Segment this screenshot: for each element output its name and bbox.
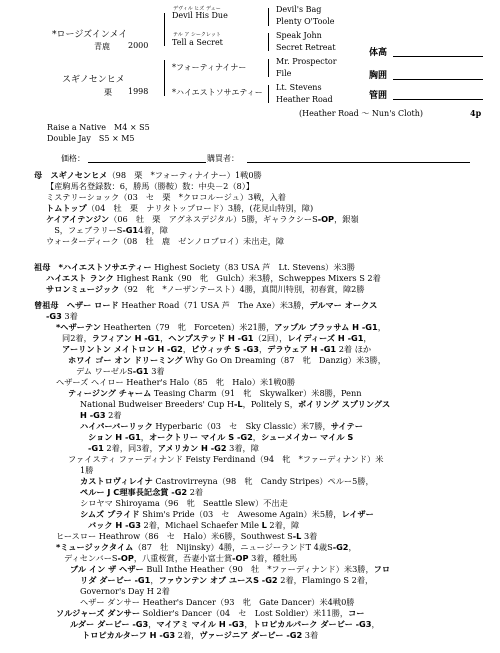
horse-name: コー xyxy=(348,608,365,618)
sds-name: Speak John xyxy=(276,31,322,40)
race-record: 2着，Michael Schaefer Mile xyxy=(140,520,262,530)
bracket-ds xyxy=(268,59,269,77)
family-line xyxy=(34,170,359,181)
price-label: 価格： xyxy=(61,154,85,163)
family-line xyxy=(34,608,390,619)
race-record: 3着 xyxy=(61,311,78,321)
horse-name: ハイパーバーリック xyxy=(80,421,153,431)
horse-name: 母 スギノセンヒメ xyxy=(34,170,108,180)
race-record: Highest Rank（90 牝 Gulch）米3勝，Schweppes Mixers S 2着 xyxy=(113,273,381,283)
race-record: Bull Inthe Heather（90 牡 *ファーディナンド）米3勝， xyxy=(143,564,374,574)
horse-name: ペルー J C理事長記念賞 -G2 xyxy=(80,487,188,497)
race-record: ヘザー ダンサー Heather's Dancer（93 牝 Gate Dancer）米4戦0勝 xyxy=(80,597,355,607)
family-line xyxy=(34,322,390,333)
horse-name: L xyxy=(261,520,267,530)
family-line xyxy=(34,203,359,214)
family-line xyxy=(34,181,359,192)
horse-name: ルダー ダービー -G3 xyxy=(70,619,149,629)
horse-name: アーリントン メイトロン H -G2 xyxy=(62,344,183,354)
horse-name: シューメイカー マイル S xyxy=(260,432,354,442)
race-record: ， xyxy=(148,619,157,629)
race-record: Why Go On Dreaming（87 牝 Danzig）米3勝， xyxy=(182,355,386,365)
bracket-dam xyxy=(164,60,165,96)
buyer-field[interactable] xyxy=(247,162,470,163)
race-record: ，Politely S， xyxy=(242,399,298,409)
horse-name: ソルジャーズ ダンサー xyxy=(56,608,141,618)
height-label: 体高 xyxy=(369,48,388,58)
horse-name: サロンミュージック xyxy=(46,284,120,294)
race-record: Shim's Pride（03 セ Awesome Again）米5勝， xyxy=(139,509,342,519)
race-record: （2回）， xyxy=(253,333,288,343)
race-record: ウォーターディーク（08 牡 鹿 ゼンノロブロイ）未出走，障 xyxy=(46,236,285,246)
family-line xyxy=(34,630,390,641)
granddam-section xyxy=(34,262,381,295)
race-record: ， xyxy=(377,322,386,332)
dam-year: 1998 xyxy=(128,87,149,96)
dam-name: スギノセンヒメ xyxy=(62,75,125,85)
family-line xyxy=(34,564,390,575)
buyer-label: 購買者： xyxy=(207,154,239,163)
ddd-name: Heather Road xyxy=(276,95,333,104)
family-line xyxy=(34,586,390,597)
race-record: ミステリーショック（03 セ 栗 *クロコルージュ）3戦，入着 xyxy=(46,192,286,202)
bracket-ss xyxy=(268,8,269,26)
race-record: ，八重桜賞，吾妻小富士賞 xyxy=(133,553,233,563)
ddd-parents: (Heather Road ～ Nun's Cloth) xyxy=(299,109,424,118)
sd-ruby: テル ア シークレット xyxy=(173,32,221,38)
horse-name: ファウンテン オブ ユースS -G2 xyxy=(158,575,278,585)
family-line xyxy=(34,225,359,236)
horse-name: アメリカン H -G2 xyxy=(157,443,227,453)
horse-name: ビウィッチ S -G3 xyxy=(191,344,259,354)
race-record: シロヤマ Shiroyama（96 牝 Seattle Slew）不出走 xyxy=(80,498,288,508)
family-line xyxy=(34,443,390,454)
race-record: 2着，障 xyxy=(266,520,300,530)
family-line xyxy=(34,498,390,509)
family-line xyxy=(34,542,390,553)
race-record: 1勝 xyxy=(80,465,94,475)
race-record: ， xyxy=(150,575,159,585)
family-line xyxy=(34,575,390,586)
family-line xyxy=(34,520,390,531)
family-line xyxy=(34,410,390,421)
family-line xyxy=(34,333,390,344)
race-record: 3着，障 xyxy=(226,443,259,453)
ds-name: *フォーティナイナー xyxy=(172,63,247,72)
horse-name: ラフィアン H -G1 xyxy=(91,333,161,343)
family-line xyxy=(34,465,390,476)
girth-label: 胸囲 xyxy=(369,71,388,81)
horse-name: サイテー xyxy=(330,421,363,431)
family-line xyxy=(34,454,390,465)
sdd-name: Secret Retreat xyxy=(276,43,336,52)
sire-name: *ロージズインメイ xyxy=(52,30,128,40)
horse-name: デラウェア H -G1 xyxy=(267,344,337,354)
bracket-dd xyxy=(268,85,269,103)
horse-name: レイディーズ H -G1 xyxy=(287,333,364,343)
race-record: Heather Road（71 USA 芦 The Axe）米3勝， xyxy=(118,300,310,310)
height-field[interactable] xyxy=(393,56,483,57)
girth-field[interactable] xyxy=(393,79,483,80)
race-record: （98 栗 *フォーティナイナー）1戦0勝 xyxy=(107,170,262,180)
horse-name: ティージング チャーム xyxy=(68,388,152,398)
horse-name: ホワイ ゴー オン ドリーミング xyxy=(68,355,183,365)
family-line xyxy=(34,273,381,284)
dsd-name: File xyxy=(276,69,292,78)
dd-name: *ハイエストソサエティー xyxy=(172,88,263,97)
ss-name: Devil His Due xyxy=(172,11,228,20)
horse-name: -G3 xyxy=(46,311,62,321)
family-line xyxy=(34,509,390,520)
horse-name: アップル ブラッサム H -G1 xyxy=(274,322,378,332)
horse-name: -OP xyxy=(232,553,249,563)
race-record: 3着，種牡馬 xyxy=(248,553,298,563)
race-record: ， xyxy=(348,542,357,552)
dam-section xyxy=(34,170,359,247)
inbreeding-2: Double Jay S5 × M5 xyxy=(47,134,135,143)
race-record: ， xyxy=(371,619,380,629)
sire-year: 2000 xyxy=(128,41,149,50)
race-record: ， xyxy=(160,333,169,343)
family-line xyxy=(34,432,390,443)
race-record: （87 牡 Nijinsky）4勝，ニュージーランドT 4歳S xyxy=(133,542,333,552)
bracket-sd xyxy=(268,33,269,51)
family-line xyxy=(34,262,381,273)
horse-name: ケイアイテンジン xyxy=(46,214,110,224)
horse-name: -OP xyxy=(117,553,134,563)
family-line xyxy=(34,344,390,355)
family-line xyxy=(34,214,359,225)
horse-name: H -G3 xyxy=(80,410,106,420)
race-record: 2着， xyxy=(175,630,200,640)
cannon-field[interactable] xyxy=(393,99,483,100)
family-line xyxy=(34,597,390,608)
family-line xyxy=(34,355,390,366)
race-record: ， xyxy=(258,344,268,354)
family-line xyxy=(34,236,359,247)
ssd-name: Plenty O'Toole xyxy=(276,17,335,26)
family-line xyxy=(34,366,390,377)
family-line xyxy=(34,377,390,388)
family-line xyxy=(34,421,390,432)
race-record: （92 牝 *ノーザンテースト）4勝，真間川特別，初春賞，障2勝 xyxy=(119,284,365,294)
race-record: 2着 ほか xyxy=(336,344,372,354)
race-record: Governor's Day H 2着 xyxy=(80,586,170,596)
horse-name: フロ xyxy=(373,564,391,574)
sd-name: Tell a Secret xyxy=(172,38,223,47)
great-granddam-section xyxy=(34,300,390,641)
race-record: ， xyxy=(182,344,192,354)
horse-name: ボイリング スプリングス xyxy=(297,399,391,409)
horse-name: -L xyxy=(234,399,243,409)
horse-name: リダ ダービー -G1 xyxy=(80,575,151,585)
race-record: 2着 xyxy=(187,487,204,497)
horse-name: -G1 xyxy=(132,366,149,376)
family-line xyxy=(34,192,359,203)
horse-name: トロピカルパーク ダービー -G3 xyxy=(252,619,372,629)
race-record: ，銀嶺 xyxy=(334,214,359,224)
race-record: Soldier's Dancer（04 セ Lost Soldier）米11勝， xyxy=(140,608,349,618)
race-record: （04 牡 栗 ナリタトップロード）3勝，(花見山特別，障) xyxy=(86,203,314,213)
race-record: Teasing Charm（91 牝 Skywalker）米8勝，Penn xyxy=(151,388,362,398)
race-record: S，フェブラリーS xyxy=(46,225,123,235)
horse-name: ブル イン ザ ヘザー xyxy=(70,564,144,574)
race-record: 4着，障 xyxy=(138,225,168,235)
horse-name: ハイエスト ランク xyxy=(46,273,114,283)
horse-name: マイアミ マイル H -G3 xyxy=(156,619,245,629)
horse-name: 曾祖母 ヘザー ロード xyxy=(34,300,119,310)
race-record: 【産駒馬名登録数：6，勝馬（勝鞍）数：中央－2（8）】 xyxy=(46,181,255,191)
family-line xyxy=(34,531,390,542)
horse-name: 祖母 *ハイエストソサエティー xyxy=(34,262,152,272)
race-record: 同2着， xyxy=(62,333,92,343)
race-record: Castrovirreyna（98 牝 Candy Stripes）ペルー5勝， xyxy=(152,476,374,486)
race-record: ディセンバーS xyxy=(64,553,118,563)
dam-color: 栗 xyxy=(104,88,112,97)
horse-name: ヘンプステッド H -G1 xyxy=(168,333,254,343)
race-record: （06 牡 栗 アグネスデジタル）5勝，ギャラクシーS xyxy=(109,214,318,224)
family-line xyxy=(34,399,390,410)
sss-name: Devil's Bag xyxy=(276,5,322,14)
family-line xyxy=(34,619,390,630)
horse-name: -G1 xyxy=(88,443,104,453)
race-record: ， xyxy=(252,432,261,442)
family-line xyxy=(34,476,390,487)
horse-name: トロピカルターフ H -G3 xyxy=(82,630,176,640)
horse-name: シムズ プライド xyxy=(80,509,140,519)
dds-name: Lt. Stevens xyxy=(276,83,322,92)
horse-name: オークトリー マイル S -G2 xyxy=(148,432,253,442)
horse-name: -G2 xyxy=(332,542,349,552)
horse-name: *ヘザーテン xyxy=(56,322,101,332)
horse-name: -G1 xyxy=(122,225,139,235)
race-record: ， xyxy=(140,432,149,442)
race-record: National Budweiser Breeders' Cup H xyxy=(80,399,235,409)
horse-name: カストロヴィレイナ xyxy=(80,476,153,486)
horse-name: デルマー オークス xyxy=(309,300,378,310)
ss-ruby: デヴィル ヒズ デュー xyxy=(173,6,221,12)
horse-name: *ミュージックタイム xyxy=(56,542,134,552)
race-record: 3着 xyxy=(148,366,165,376)
race-record: Highest Society（83 USA 芦 Lt. Stevens）米3勝 xyxy=(151,262,355,272)
horse-name: ション H -G1 xyxy=(88,432,141,442)
price-field[interactable] xyxy=(88,162,206,163)
race-record: 2着，同3着， xyxy=(103,443,158,453)
bracket-sire xyxy=(164,13,165,46)
inbreeding-1: Raise a Native M4 × S5 xyxy=(47,123,150,132)
race-record: ヒースロー Heathrow（86 セ Halo）米6勝，Southwest S xyxy=(56,531,293,541)
family-line xyxy=(34,487,390,498)
horse-name: -L xyxy=(292,531,302,541)
horse-name: レイザー xyxy=(341,509,374,519)
horse-name: バック H -G3 xyxy=(88,520,141,530)
race-record: 2着 xyxy=(105,410,122,420)
page-code: 4p xyxy=(470,108,482,118)
race-record: 2着，Flamingo S 2着， xyxy=(277,575,374,585)
race-record: Heatherten（79 牝 Forceten）米21勝， xyxy=(100,322,275,332)
family-line xyxy=(34,388,390,399)
family-line xyxy=(34,300,390,311)
race-record: ， xyxy=(363,333,372,343)
horse-name: トムトップ xyxy=(46,203,87,213)
race-record: ， xyxy=(244,619,253,629)
family-line xyxy=(34,311,390,322)
race-record: ファイスティ ファーディナンド Feisty Ferdinand（94 牝 *ファーディナンド）米 xyxy=(68,454,384,464)
race-record: 3着 xyxy=(302,630,319,640)
race-record: デム ワーゼルS xyxy=(76,366,133,376)
race-record: 3着 xyxy=(301,531,318,541)
dss-name: Mr. Prospector xyxy=(276,57,337,66)
cannon-label: 管囲 xyxy=(369,91,388,101)
race-record: Hyperbaric（03 セ Sky Classic）米7勝， xyxy=(152,421,331,431)
race-record: ヘザーズ ヘイロー Heather's Halo（85 牝 Halo）米1戦0勝 xyxy=(56,377,296,387)
family-line xyxy=(34,284,381,295)
family-line xyxy=(34,553,390,564)
horse-name: -OP xyxy=(317,214,335,224)
sire-color: 青鹿 xyxy=(94,42,110,51)
horse-name: ヴァージニア ダービー -G2 xyxy=(199,630,303,640)
